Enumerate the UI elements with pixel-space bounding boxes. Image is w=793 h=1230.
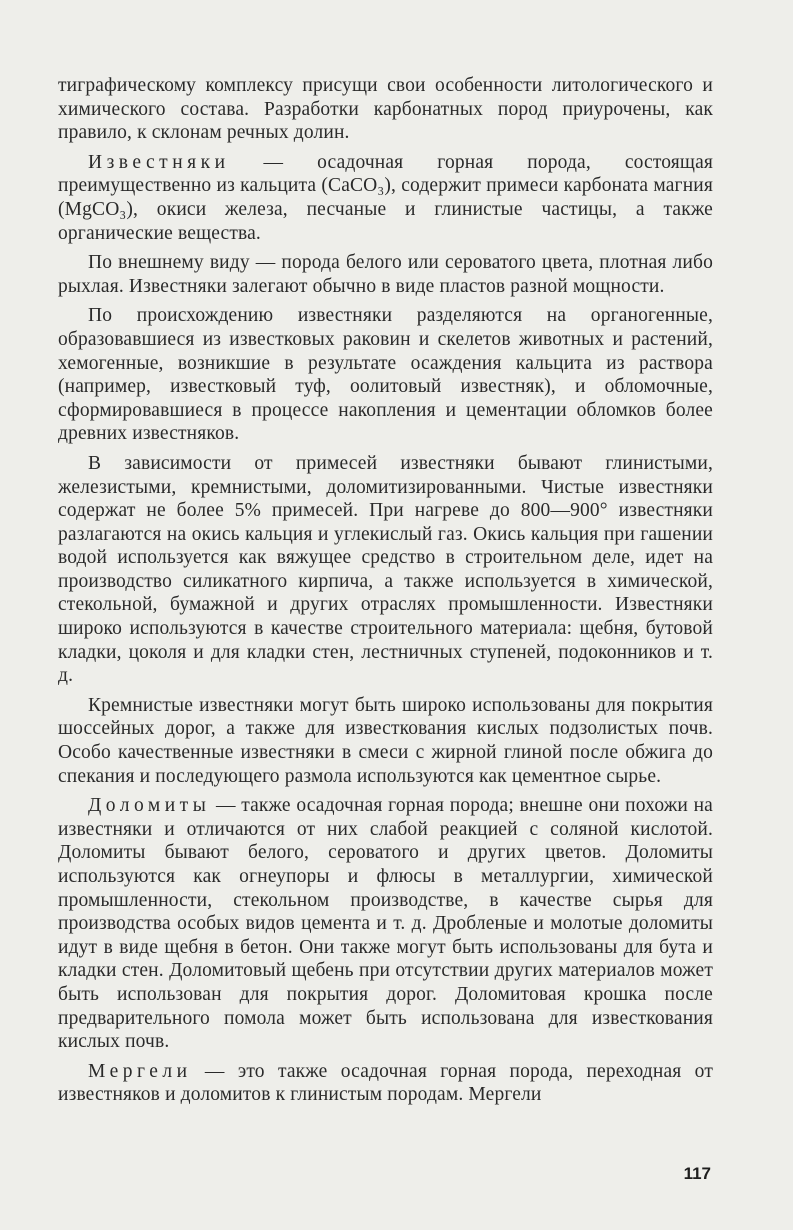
term-marl: Мергели <box>88 1060 192 1082</box>
page-number: 117 <box>683 1164 711 1183</box>
paragraph-8 <box>58 1060 713 1107</box>
paragraph-6-text: Кремнистые известняки могут быть широко использованы для покрытия шоссейных дорог, а также для известкования кислых подзолистых почв. Особо качественные известняки в смеси с жирной глиной после обжига до спекания и последующего размола используются как цементное сырье. <box>58 694 713 787</box>
paragraph-2-text: — осадочная горная порода, состоящая преимущественно из кальцита (CaCO₃), содержит примеси карбоната магния (MgCO₃), окиси железа, песчаные и глинистые частицы, а также органические вещества. <box>58 151 713 244</box>
paragraph-4-text: По происхождению известняки разделяются на органогенные, образовавшиеся из известковых раковин и скелетов животных и растений, хемогенные, возникшие в результате осаждения кальцита из раствора (например, известковый туф, оолитовый известняк), и обломочные, сформировавшиеся в процессе накопления и цементации обломков более древних известняков. <box>58 305 713 445</box>
page-body <box>58 74 713 1113</box>
paragraph-5-text: В зависимости от примесей известняки бывают глинистыми, железистыми, кремнистыми, доломитизированными. Чистые известняки содержат не более 5% примесей. При нагреве до 800—900° известняки разлагаются на окись кальция и углекислый газ. Окись кальция при гашении водой используется как вяжущее средство в строительном деле, идет на производство силикатного кирпича, а также используется в химической, стекольной, бумажной и других отраслях промышленности. Известняки широко используются в качестве строительного материала: щебня, бутовой кладки, цоколя и для кладки стен, лестничных ступеней, подоконников и т. д. <box>58 452 713 687</box>
paragraph-6 <box>58 694 713 788</box>
paragraph-3 <box>58 251 713 298</box>
term-dolomite: Доломиты <box>88 795 211 817</box>
paragraph-5 <box>58 452 713 688</box>
paragraph-8-text: — это также осадочная горная порода, переходная от известняков и доломитов к глинистым породам. Мергели <box>58 1060 713 1106</box>
paragraph-4 <box>58 304 713 446</box>
paragraph-2 <box>58 151 713 245</box>
paragraph-1 <box>58 74 713 145</box>
paragraph-3-text: По внешнему виду — порода белого или сероватого цвета, плотная либо рыхлая. Известняки залегают обычно в виде пластов разной мощности. <box>58 252 713 297</box>
paragraph-7 <box>58 794 713 1054</box>
paragraph-1-text: тиграфическому комплексу присущи свои особенности литологического и химического состава. Разработки карбонатных пород приурочены, как правило, к склонам речных долин. <box>58 75 713 144</box>
term-limestone: Известняки <box>88 151 230 173</box>
paragraph-7-text: — также осадочная горная порода; внешне они похожи на известняки и отличаются от них слабой реакцией с соляной кислотой. Доломиты бывают белого, сероватого и других цветов. Доломиты используются как огнеупоры и флюсы в металлургии, химической промышленности, стекольном производстве, в качестве сырья для производства особых видов цемента и т. д. Дробленые и молотые доломиты идут в виде щебня в бетон. Они также могут быть использованы для бута и кладки стен. Доломитовый щебень при отсутствии других материалов может быть использован для покрытия дорог. Доломитовая крошка после предварительного помола может быть использована для известкования кислых почв. <box>58 795 713 1053</box>
